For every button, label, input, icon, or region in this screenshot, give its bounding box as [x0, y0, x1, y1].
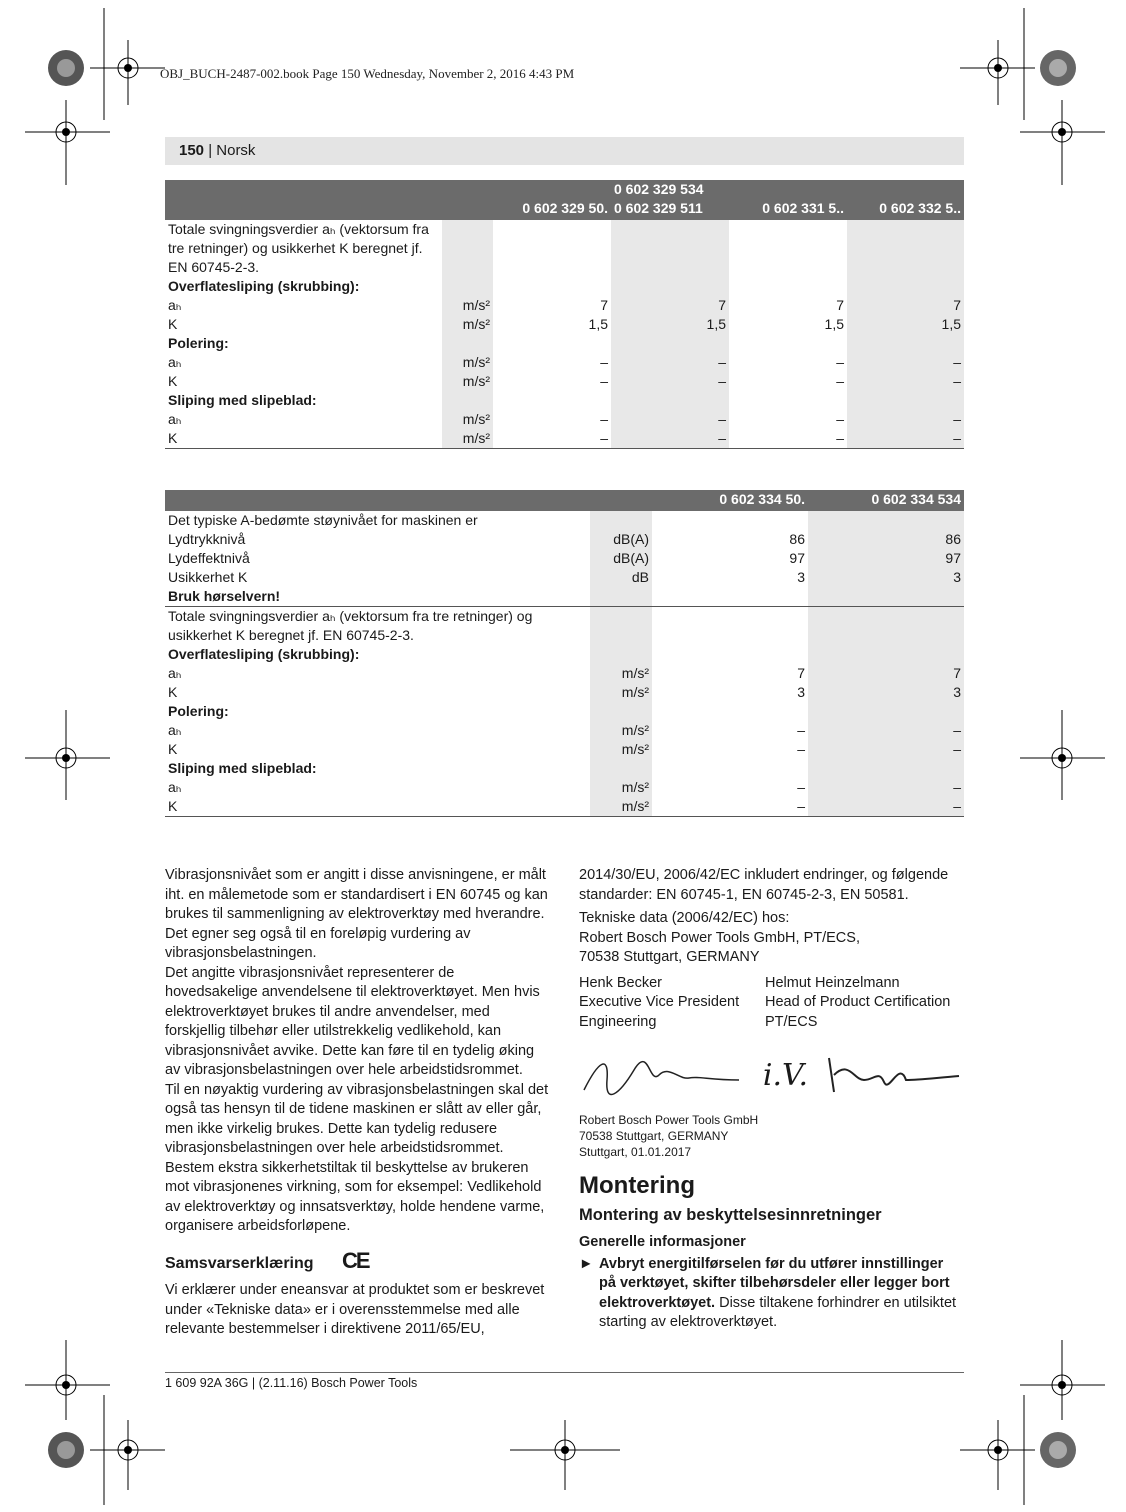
- cell: [590, 759, 652, 778]
- row-label: K: [165, 797, 590, 817]
- signer-1-name: Henk Becker: [579, 974, 663, 991]
- cell: [590, 702, 652, 721]
- table-row: [165, 664, 964, 683]
- general-heading: Generelle informasjoner: [579, 1234, 746, 1250]
- cell: [729, 391, 847, 410]
- tech-data-label: Tekniske data (2006/42/EC) hos:: [579, 910, 790, 926]
- sub-heading: Montering av beskyttelsesinnretninger: [579, 1205, 882, 1224]
- noise-intro: Det typiske A-bedømte støynivået for maskinen er: [168, 512, 478, 528]
- table-cell: –: [611, 372, 729, 391]
- safety-bullet: [579, 1255, 964, 1333]
- table-cell: –: [847, 372, 964, 391]
- bullet-bold-text: Avbryt energitilførselen før du utfører innstillinger på verktøyet, skifter tilbehørsdeler eller legger bort elektroverktøyet.: [599, 1255, 950, 1311]
- section-title: Polering:: [168, 703, 229, 719]
- page-number: 150: [179, 142, 205, 159]
- section-row: [165, 702, 964, 721]
- row-unit: m/s²: [442, 410, 493, 429]
- table-cell: –: [611, 429, 729, 449]
- bullet-text: Disse tiltakene forhindrer en utilsiktet starting av elektroverktøyet.: [599, 1294, 957, 1330]
- row-unit: m/s²: [590, 797, 652, 817]
- signer-2: [765, 974, 965, 1033]
- row-unit: m/s²: [590, 721, 652, 740]
- cell: [847, 277, 964, 296]
- table-cell: 1,5: [611, 315, 729, 334]
- table-cell: 3: [797, 569, 805, 585]
- signature-2-prefix: i.V.: [762, 1058, 808, 1094]
- cell: [808, 607, 964, 646]
- cell: [442, 220, 493, 277]
- table-cell: 7: [808, 664, 964, 683]
- table-cell: –: [493, 429, 611, 449]
- signer-2-name: Helmut Heinzelmann: [765, 974, 900, 991]
- table-cell: 3: [797, 684, 805, 700]
- left-column: [165, 866, 550, 1340]
- cell: [808, 645, 964, 664]
- row-label: K: [168, 741, 178, 757]
- cell: [590, 607, 652, 646]
- table-cell: 1,5: [588, 316, 608, 332]
- row-unit: m/s²: [442, 296, 493, 315]
- place-line-2: 70538 Stuttgart, GERMANY: [579, 1129, 729, 1143]
- cell: [590, 511, 652, 530]
- cell: [729, 277, 847, 296]
- noise-warning: Bruk hørselvern!: [168, 588, 281, 604]
- table-row: [165, 353, 964, 372]
- cell: [493, 277, 611, 296]
- table-cell: –: [652, 797, 808, 817]
- cell: [847, 391, 964, 410]
- table-cell: 1,5: [824, 316, 844, 332]
- cell: [652, 702, 808, 721]
- table-cell: –: [611, 410, 729, 429]
- row-label: aₕ: [168, 779, 182, 795]
- row-label: K: [168, 373, 178, 389]
- column-header: 0 602 332 5..: [847, 180, 964, 220]
- table-header-row: [165, 180, 964, 220]
- table-cell: 7: [797, 665, 805, 681]
- table-cell: –: [836, 373, 844, 389]
- cell: [652, 759, 808, 778]
- print-header: OBJ_BUCH-2487-002.book Page 150 Wednesday, November 2, 2016 4:43 PM: [160, 66, 575, 81]
- table-cell: –: [797, 741, 805, 757]
- column-header: 0 602 334 50.: [652, 490, 808, 511]
- column-header: 0 602 331 5..: [729, 180, 847, 220]
- company-line-1: Robert Bosch Power Tools GmbH, PT/ECS,: [579, 929, 860, 946]
- row-unit: dB(A): [590, 549, 652, 568]
- table-row: [165, 740, 964, 759]
- signer-1-dept: Engineering: [579, 1013, 657, 1030]
- page-footer: 1 609 92A 36G | (2.11.16) Bosch Power Tools: [165, 1376, 418, 1390]
- section-row: [165, 391, 964, 410]
- row-label: Lydeffektnivå: [168, 550, 250, 566]
- section-row: [165, 645, 964, 664]
- place-line-1: Robert Bosch Power Tools GmbH: [579, 1113, 759, 1127]
- table-cell: 86: [789, 531, 805, 547]
- row-label: Lydtrykknivå: [168, 531, 246, 547]
- table-row: [165, 429, 964, 449]
- table-cell: 86: [808, 530, 964, 549]
- footer-rule: [165, 1372, 964, 1373]
- cell: [611, 277, 729, 296]
- table-row: [165, 315, 964, 334]
- cell: [729, 334, 847, 353]
- row-unit: m/s²: [590, 683, 652, 702]
- cell: [442, 391, 493, 410]
- noise-vibration-table: [165, 490, 964, 817]
- row-unit: dB(A): [590, 530, 652, 549]
- section-title: Overflatesliping (skrubbing):: [168, 646, 360, 662]
- cell: [847, 220, 964, 277]
- row-label: K: [168, 316, 178, 332]
- row-label: aₕ: [168, 297, 182, 313]
- cell: [590, 587, 652, 607]
- table-row: [165, 530, 964, 549]
- row-unit: m/s²: [442, 429, 493, 449]
- signatures: [579, 1050, 964, 1102]
- section-row: [165, 277, 964, 296]
- conformity-heading-text: Samsvarserklæring: [165, 1254, 314, 1272]
- table-cell: –: [847, 429, 964, 449]
- row-label: aₕ: [168, 722, 182, 738]
- signer-1: [579, 974, 765, 1033]
- table-row: [165, 296, 964, 315]
- column-header: 0 602 334 534: [808, 490, 964, 511]
- row-label: K: [165, 429, 442, 449]
- paragraph: Vibrasjonsnivået som er angitt i disse anvisningene, er målt iht. en målemetode som er standardisert i EN 60745 og kan brukes til sammenligning av elektroverktøy med hverandre. Det egner seg også til en foreløpig vurdering av vibrasjonsbelastningen.: [165, 867, 548, 961]
- table-row: [165, 372, 964, 391]
- signature-1: [579, 1050, 739, 1102]
- cell: [652, 607, 808, 646]
- table-cell: –: [600, 373, 608, 389]
- signer-2-title: Head of Product Certification: [765, 994, 951, 1010]
- table-cell: –: [808, 778, 964, 797]
- cell: [493, 391, 611, 410]
- section-row: [165, 334, 964, 353]
- row-unit: m/s²: [442, 315, 493, 334]
- cell: [808, 702, 964, 721]
- section-title: Overflatesliping (skrubbing):: [168, 278, 360, 294]
- row-unit: m/s²: [442, 353, 493, 372]
- row-label: Usikkerhet K: [168, 569, 248, 585]
- cell: [611, 220, 729, 277]
- place-line-3: Stuttgart, 01.01.2017: [579, 1145, 692, 1159]
- table-cell: –: [729, 429, 847, 449]
- page-header-bar: 150 | Norsk: [165, 137, 964, 165]
- header-blank: [165, 180, 493, 220]
- table-cell: –: [836, 354, 844, 370]
- intro-text: Totale svingningsverdier aₕ (vektorsum fra tre retninger) og usikkerhet K beregnet jf. EN 60745-2-3.: [165, 607, 590, 646]
- table-cell: 7: [600, 297, 608, 313]
- vibration-table-1: [165, 180, 964, 449]
- table-row: [165, 587, 964, 607]
- cell: [652, 587, 808, 607]
- conformity-text: Vi erklærer under eneansvar at produktet som er beskrevet under «Tekniske data» er i overensstemmelse med alle relevante bestemmelser i direktivene 2011/65/EU,: [165, 1282, 545, 1337]
- bullet-arrow-icon: ►: [579, 1255, 594, 1272]
- table-row: [165, 549, 964, 568]
- table-row: [165, 797, 964, 817]
- paragraph: Bestem ekstra sikkerhetstiltak til beskyttelse av brukeren mot vibrasjonenes virkning, som for eksempel: Vedlikehold av elektroverktøy og innsatsverktøy, holde hendene varme, organisere arbeidsforløpene.: [165, 1159, 545, 1234]
- cell: [611, 391, 729, 410]
- row-unit: m/s²: [590, 778, 652, 797]
- table-row: [165, 220, 964, 277]
- cell: [808, 587, 964, 607]
- table-cell: –: [797, 779, 805, 795]
- vibration-notes: [165, 866, 550, 1237]
- page-language: Norsk: [216, 142, 256, 159]
- table-cell: –: [797, 722, 805, 738]
- section-heading: Montering: [579, 1172, 695, 1199]
- signer-1-title: Executive Vice President: [579, 994, 740, 1010]
- cell: [590, 645, 652, 664]
- table-row: [165, 511, 964, 530]
- table-cell: –: [808, 721, 964, 740]
- table-cell: –: [847, 410, 964, 429]
- column-header: 0 602 329 534 0 602 329 511: [611, 180, 729, 220]
- cell: [808, 759, 964, 778]
- table-row: [165, 721, 964, 740]
- cell: [652, 511, 808, 530]
- table-cell: 3: [808, 683, 964, 702]
- cell: [808, 511, 964, 530]
- column-header: 0 602 329 50.: [493, 180, 611, 220]
- signature-place: [579, 1112, 964, 1160]
- table-cell: 3: [808, 568, 964, 587]
- table-cell: 97: [789, 550, 805, 566]
- section-row: [165, 759, 964, 778]
- table-cell: 97: [808, 549, 964, 568]
- signers: [579, 974, 964, 1033]
- cell: [729, 220, 847, 277]
- row-label: aₕ: [168, 354, 182, 370]
- table-cell: 7: [836, 297, 844, 313]
- table-cell: –: [808, 797, 964, 817]
- signer-2-dept: PT/ECS: [765, 1013, 818, 1030]
- table-cell: 7: [847, 296, 964, 315]
- table-cell: –: [836, 411, 844, 427]
- row-label: aₕ: [168, 411, 182, 427]
- table-cell: –: [611, 353, 729, 372]
- table-header-row: [165, 490, 964, 511]
- row-unit: m/s²: [590, 664, 652, 683]
- row-label: aₕ: [168, 665, 182, 681]
- ce-mark: CE: [341, 1247, 369, 1273]
- table-row: [165, 607, 964, 646]
- paragraph: Det angitte vibrasjonsnivået representerer de hovedsakelige anvendelsene til elektroverktøyet. Men hvis elektroverktøyet brukes til andre anvendelser, med forskjellig tilbehør eller utilstrekkelig vedlikehold, kan vibrasjonsnivået avvike. Dette kan føre til en tydelig øking av vibrasjonsbelastningen over hele arbeidstidsrommet.: [165, 964, 540, 1078]
- table-cell: –: [600, 411, 608, 427]
- table-cell: 7: [611, 296, 729, 315]
- table-row: [165, 683, 964, 702]
- row-unit: m/s²: [442, 372, 493, 391]
- table-cell: –: [600, 354, 608, 370]
- signature-2: [824, 1050, 964, 1102]
- table-cell: –: [808, 740, 964, 759]
- cell: [611, 334, 729, 353]
- table-cell: 1,5: [847, 315, 964, 334]
- header-blank: [165, 490, 652, 511]
- row-unit: m/s²: [590, 740, 652, 759]
- section-title: Sliping med slipeblad:: [168, 760, 317, 776]
- directives-text: 2014/30/EU, 2006/42/EC inkludert endringer, og følgende standarder: EN 60745-1, EN 60745-2-3, EN 50581.: [579, 867, 949, 903]
- cell: [442, 334, 493, 353]
- row-unit: dB: [590, 568, 652, 587]
- cell: [493, 220, 611, 277]
- conformity-heading: [165, 1247, 550, 1274]
- cell: [847, 334, 964, 353]
- cell: [652, 645, 808, 664]
- table-row: [165, 568, 964, 587]
- intro-text: Totale svingningsverdier aₕ (vektorsum fra tre retninger) og usikkerhet K beregnet jf. EN 60745-2-3.: [168, 221, 429, 275]
- row-label: K: [168, 684, 178, 700]
- table-row: [165, 410, 964, 429]
- cell: [493, 334, 611, 353]
- company-line-2: 70538 Stuttgart, GERMANY: [579, 949, 760, 965]
- table-cell: –: [847, 353, 964, 372]
- section-title: Polering:: [168, 335, 229, 351]
- right-column: [579, 866, 964, 1333]
- cell: [442, 277, 493, 296]
- section-title: Sliping med slipeblad:: [168, 392, 317, 408]
- paragraph: Til en nøyaktig vurdering av vibrasjonsbelastningen skal det også tas hensyn til de tidene maskinen er slått av eller går, men ikke virkelig brukes. Dette kan tydelig redusere vibrasjonsbelastningen over hele arbeidstidsrommet.: [165, 1081, 549, 1156]
- table-row: [165, 778, 964, 797]
